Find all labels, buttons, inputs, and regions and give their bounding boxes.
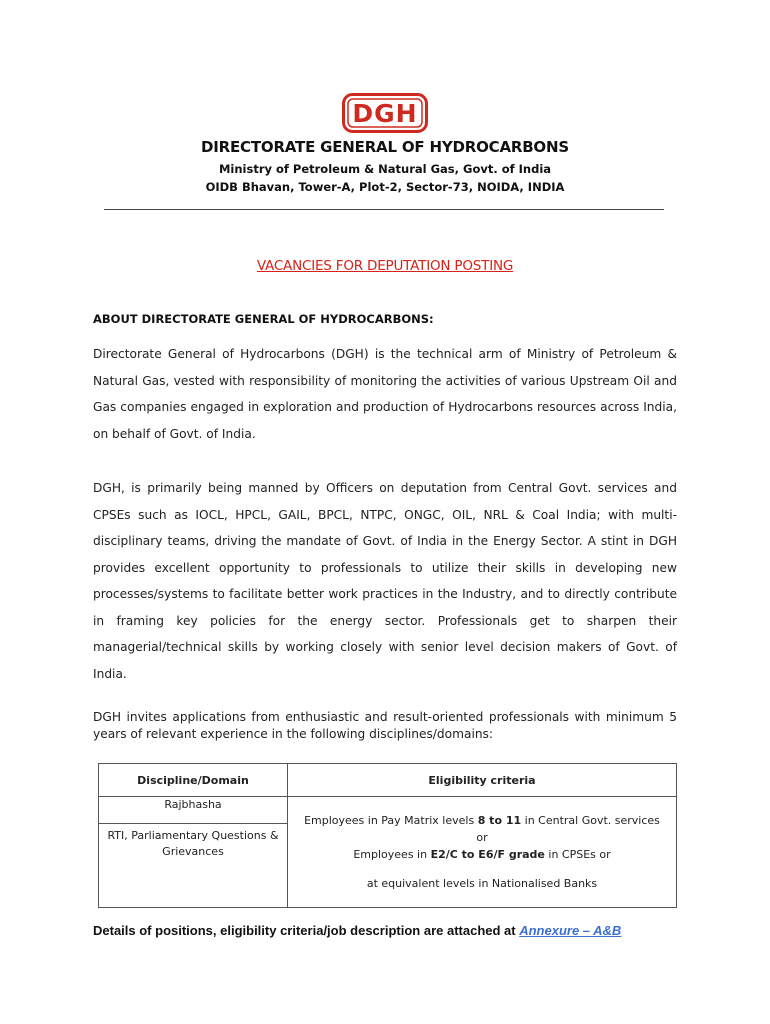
organization-title: DIRECTORATE GENERAL OF HYDROCARBONS <box>201 138 569 156</box>
about-paragraph-2: DGH, is primarily being manned by Officers on deputation from Central Govt. services and CPSEs such as IOCL, HPCL, GAIL, BPCL, NTPC, ONGC, OIL, NRL & Coal India; with multi-disciplinary teams, driving the mandate of Govt. of India in the Energy Sector. A stint in DGH provides excellent opportunity to professionals to utilize their skills in developing new processes/systems to facilitate better work practices in the Industry, and to directly contribute in framing key policies for the energy sector. Professionals get to sharpen their managerial/technical skills by working closely with senior level decision makers of Govt. of India. <box>93 481 677 681</box>
table-header-row <box>99 764 677 797</box>
discipline-rajbhasha: Rajbhasha <box>99 797 288 824</box>
annexure-note <box>93 923 621 938</box>
ministry-line: Ministry of Petroleum & Natural Gas, Govt. of India <box>218 162 552 176</box>
header-divider <box>104 209 664 210</box>
eligibility-central-govt: Employees in Pay Matrix levels 8 to 11 in Central Govt. services <box>304 814 660 827</box>
annexure-note-text: Details of positions, eligibility criteria/job description are attached at <box>93 923 520 938</box>
eligibility-banks: at equivalent levels in Nationalised Banks <box>366 877 598 890</box>
logo-text: DGH <box>352 99 418 128</box>
about-paragraph-1: Directorate General of Hydrocarbons (DGH) is the technical arm of Ministry of Petroleum & Natural Gas, vested with responsibility of monitoring the activities of various Upstream Oil and Gas companies engaged in exploration and production of Hydrocarbons resources across India, on behalf of Govt. of India. <box>93 347 677 441</box>
about-heading: ABOUT DIRECTORATE GENERAL OF HYDROCARBONS: <box>93 312 434 326</box>
address-line: OIDB Bhavan, Tower-A, Plot-2, Sector-73, NOIDA, INDIA <box>205 180 565 194</box>
dgh-logo <box>342 93 428 133</box>
annexure-link[interactable]: Annexure – A&B <box>519 923 622 938</box>
eligibility-cpse: Employees in E2/C to E6/F grade in CPSEs or <box>353 848 611 861</box>
discipline-rti: RTI, Parliamentary Questions & Grievances <box>99 824 288 908</box>
eligibility-cell <box>288 797 677 908</box>
table-row <box>99 797 677 824</box>
eligibility-or: or <box>476 831 488 844</box>
header-discipline: Discipline/Domain <box>99 764 288 797</box>
invitation-paragraph: DGH invites applications from enthusiastic and result-oriented professionals with minimum 5 years of relevant experience in the following disciplines/domains: <box>93 710 677 741</box>
header-eligibility: Eligibility criteria <box>288 764 677 797</box>
vacancy-title: VACANCIES FOR DEPUTATION POSTING <box>256 258 514 274</box>
discipline-table <box>98 763 677 908</box>
